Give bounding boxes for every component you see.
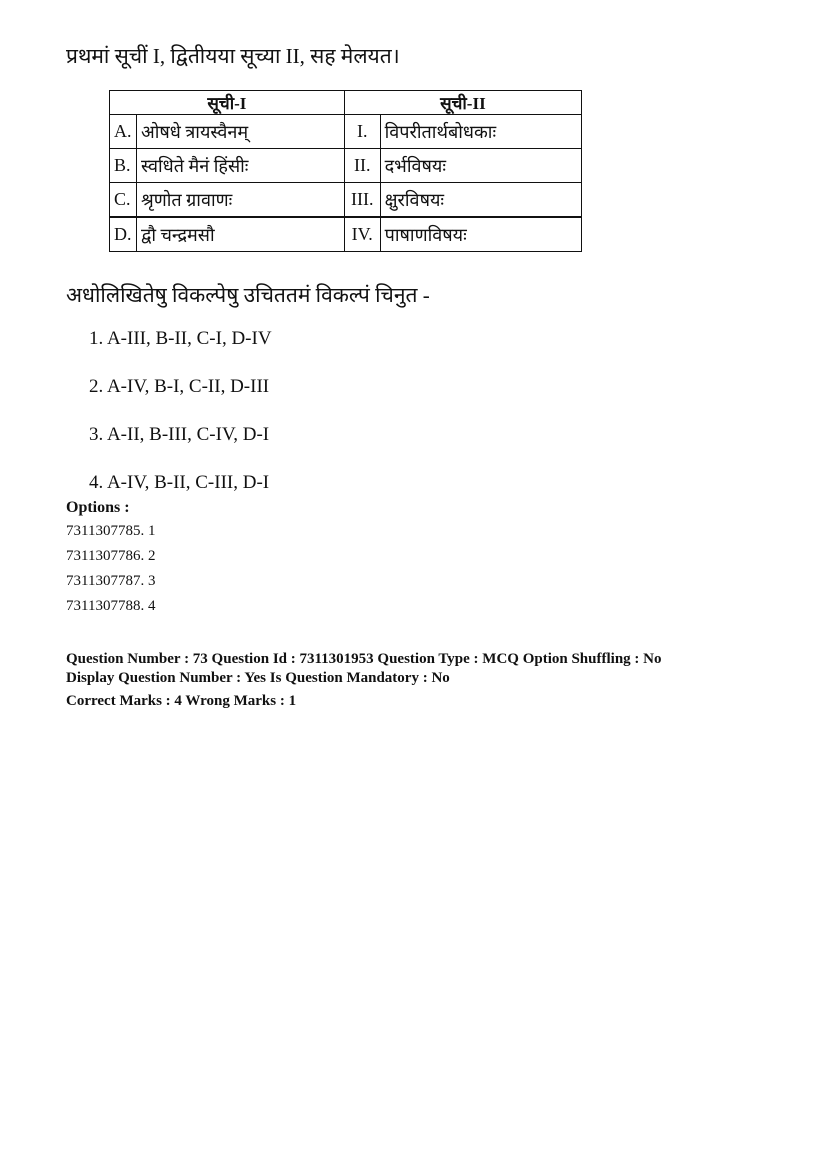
option-id: 7311307787. 3 [66,573,156,589]
answer-choice-1: 1. A-III, B-II, C-I, D-IV [89,328,272,349]
row-code: A. [110,115,137,149]
question-title: प्रथमां सूचीं I, द्वितीयया सूच्या II, सह मेलयत। [66,44,400,68]
question-meta-line-2: Display Question Number : Yes Is Question Mandatory : No [66,670,450,686]
table-row [110,115,582,149]
list-2-item: दर्भविषयः [380,149,581,183]
options-label: Options : [66,499,130,516]
row-roman: I. [344,115,380,149]
list-1-item: ओषधे त्रायस्वैनम् [136,115,344,149]
row-roman: III. [344,183,380,218]
answer-choice-3: 3. A-II, B-III, C-IV, D-I [89,424,270,445]
table-row [110,149,582,183]
row-code: C. [110,183,137,218]
answer-choice-4: 4. A-IV, B-II, C-III, D-I [89,472,270,493]
table-header-row [110,91,582,115]
option-id: 7311307788. 4 [66,598,156,614]
list-2-item: विपरीतार्थबोधकाः [380,115,581,149]
list-1-item: श्रृणोत ग्रावाणः [136,183,344,218]
row-roman: II. [344,149,380,183]
list-2-item: पाषाणविषयः [380,217,581,252]
list-2-header: सूची-II [344,91,581,115]
list-1-item: स्वधिते मैनं हिंसीः [136,149,344,183]
list-1-header: सूची-I [110,91,345,115]
table-row [110,183,582,218]
option-id: 7311307786. 2 [66,548,156,564]
question-meta-line-3: Correct Marks : 4 Wrong Marks : 1 [66,693,297,709]
question-instruction: अधोलिखितेषु विकल्पेषु उचिततमं विकल्पं चिनुत - [66,283,430,307]
list-2-item: क्षुरविषयः [380,183,581,218]
row-roman: IV. [344,217,380,252]
row-code: D. [110,217,137,252]
match-table [109,90,582,252]
table-row [110,217,582,252]
answer-choice-2: 2. A-IV, B-I, C-II, D-III [89,376,270,397]
row-code: B. [110,149,137,183]
list-1-item: द्वौ चन्द्रमसौ [136,217,344,252]
option-id: 7311307785. 1 [66,523,156,539]
question-meta-line-1: Question Number : 73 Question Id : 7311301953 Question Type : MCQ Option Shuffling : No [66,651,662,667]
